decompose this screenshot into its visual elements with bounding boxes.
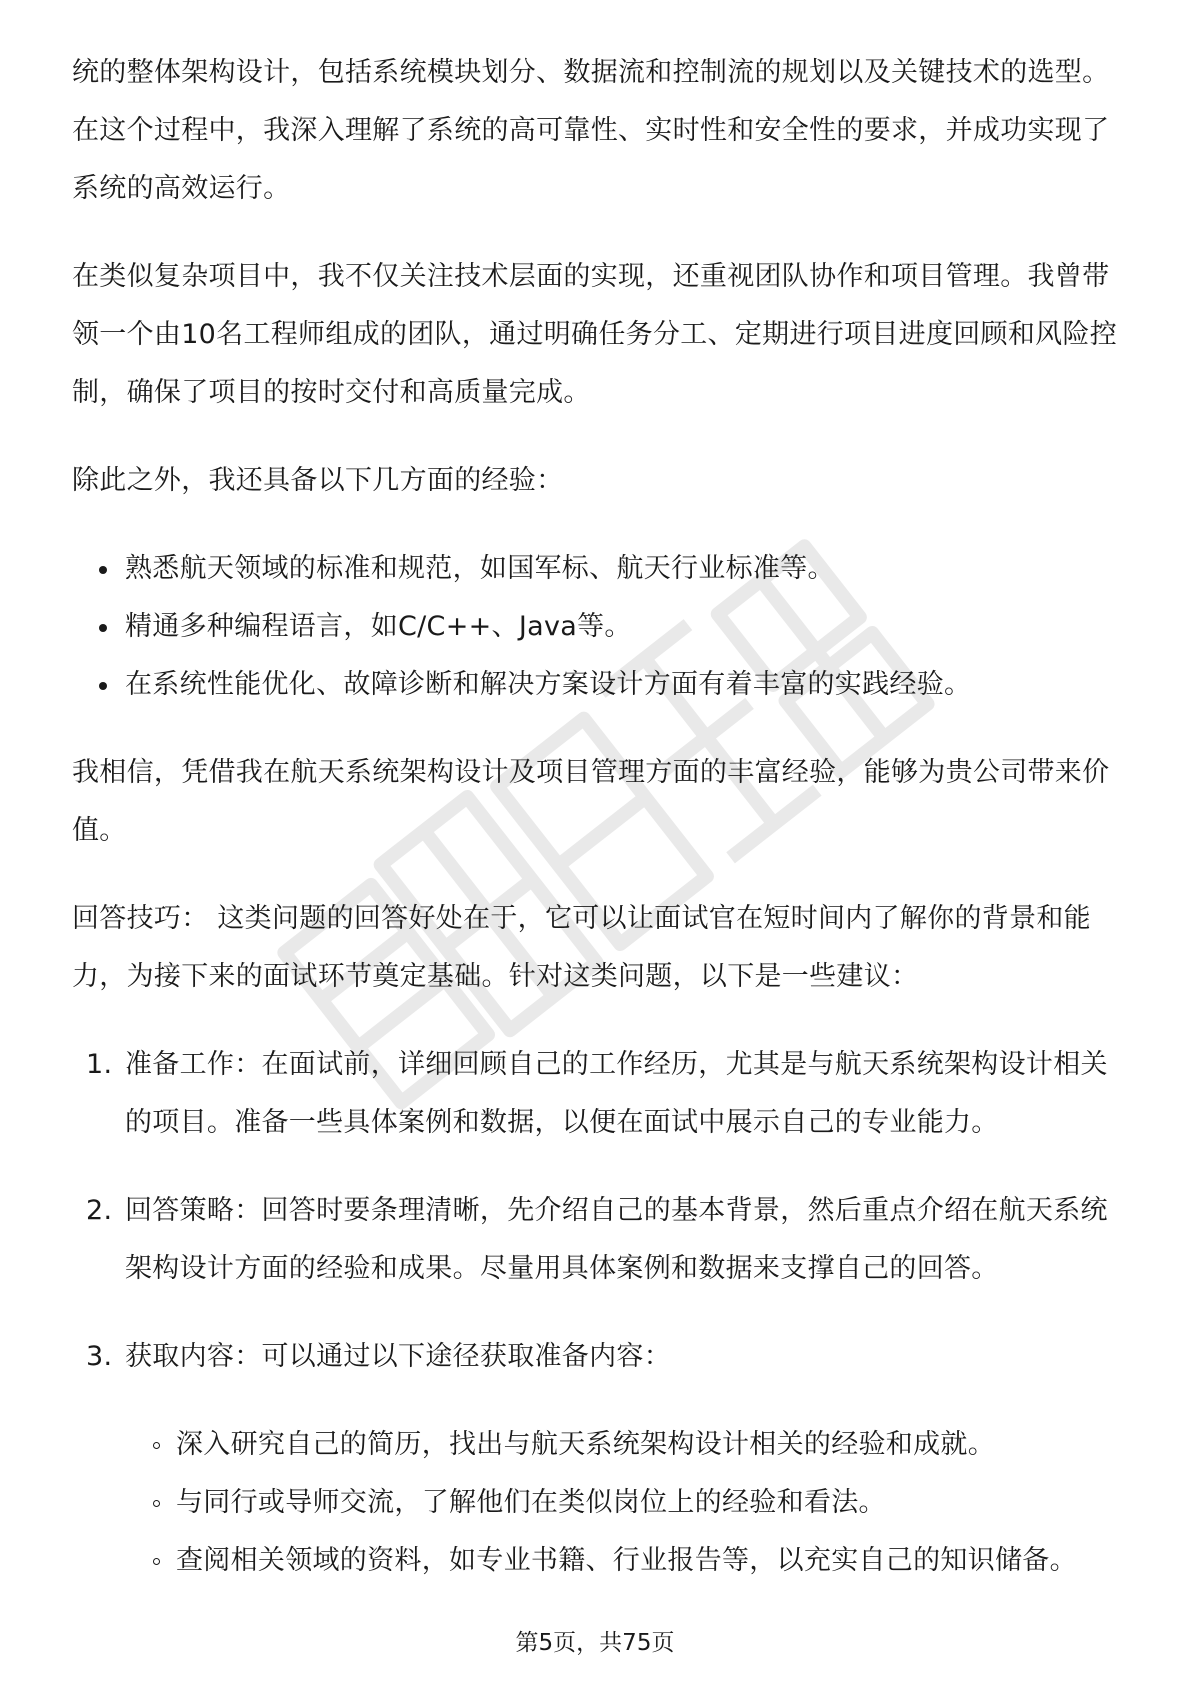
list-item (72, 598, 1122, 656)
list-item (72, 1328, 1122, 1590)
list-item (72, 540, 1122, 598)
sub-list-item-text: 查阅相关领域的资料，如专业书籍、行业报告等，以充实自己的知识储备。 (176, 1545, 1077, 1576)
bullet-icon (99, 566, 107, 574)
sub-list (125, 1416, 1122, 1590)
list-item-text: 获取内容：可以通过以下途径获取准备内容： (125, 1341, 671, 1372)
sub-list-item (125, 1532, 1122, 1590)
experience-heading: 除此之外，我还具备以下几方面的经验： (72, 465, 564, 496)
list-item-text: 准备工作：在面试前，详细回顾自己的工作经历，尤其是与航天系统架构设计相关的项目。准备一些具体案例和数据，以便在面试中展示自己的专业能力。 (125, 1049, 1108, 1138)
list-item-text: 熟悉航天领域的标准和规范，如国军标、航天行业标准等。 (125, 553, 835, 584)
sub-list-item (125, 1416, 1122, 1474)
closing-paragraph: 我相信，凭借我在航天系统架构设计及项目管理方面的丰富经验，能够为贵公司带来价值。 (72, 757, 1110, 846)
list-number: 2. (86, 1195, 113, 1226)
list-number: 1. (86, 1049, 113, 1080)
list-item (72, 1182, 1122, 1298)
list-item-text: 在系统性能优化、故障诊断和解决方案设计方面有着丰富的实践经验。 (125, 669, 972, 700)
sub-list-item (125, 1474, 1122, 1532)
experience-list (72, 540, 1122, 714)
intro-paragraph-2: 在类似复杂项目中，我不仅关注技术层面的实现，还重视团队协作和项目管理。我曾带领一个由10名工程师组成的团队，通过明确任务分工、定期进行项目进度回顾和风险控制，确保了项目的按时交付和高质量完成。 (72, 261, 1118, 408)
list-item (72, 656, 1122, 714)
intro-paragraph-1: 统的整体架构设计，包括系统模块划分、数据流和控制流的规划以及关键技术的选型。在这个过程中，我深入理解了系统的高可靠性、实时性和安全性的要求，并成功实现了系统的高效运行。 (72, 57, 1110, 204)
bullet-icon (99, 624, 107, 632)
tips-list (72, 1036, 1122, 1590)
sub-list-item-text: 深入研究自己的简历，找出与航天系统架构设计相关的经验和成就。 (176, 1429, 995, 1460)
page-footer: 第5页，共75页 (515, 1630, 675, 1656)
circle-bullet-icon (153, 1500, 160, 1507)
bullet-icon (99, 682, 107, 690)
list-item (72, 1036, 1122, 1152)
list-number: 3. (86, 1341, 113, 1372)
circle-bullet-icon (153, 1442, 160, 1449)
document-body (72, 44, 1122, 1620)
sub-list-item-text: 与同行或导师交流，了解他们在类似岗位上的经验和看法。 (176, 1487, 886, 1518)
tips-paragraph: 回答技巧： 这类问题的回答好处在于，它可以让面试官在短时间内了解你的背景和能力，为接下来的面试环节奠定基础。针对这类问题，以下是一些建议： (72, 903, 1091, 992)
list-item-text: 精通多种编程语言，如C/C++、Java等。 (125, 611, 632, 642)
list-item-text: 回答策略：回答时要条理清晰，先介绍自己的基本背景，然后重点介绍在航天系统架构设计方面的经验和成果。尽量用具体案例和数据来支撑自己的回答。 (125, 1195, 1108, 1284)
circle-bullet-icon (153, 1558, 160, 1565)
